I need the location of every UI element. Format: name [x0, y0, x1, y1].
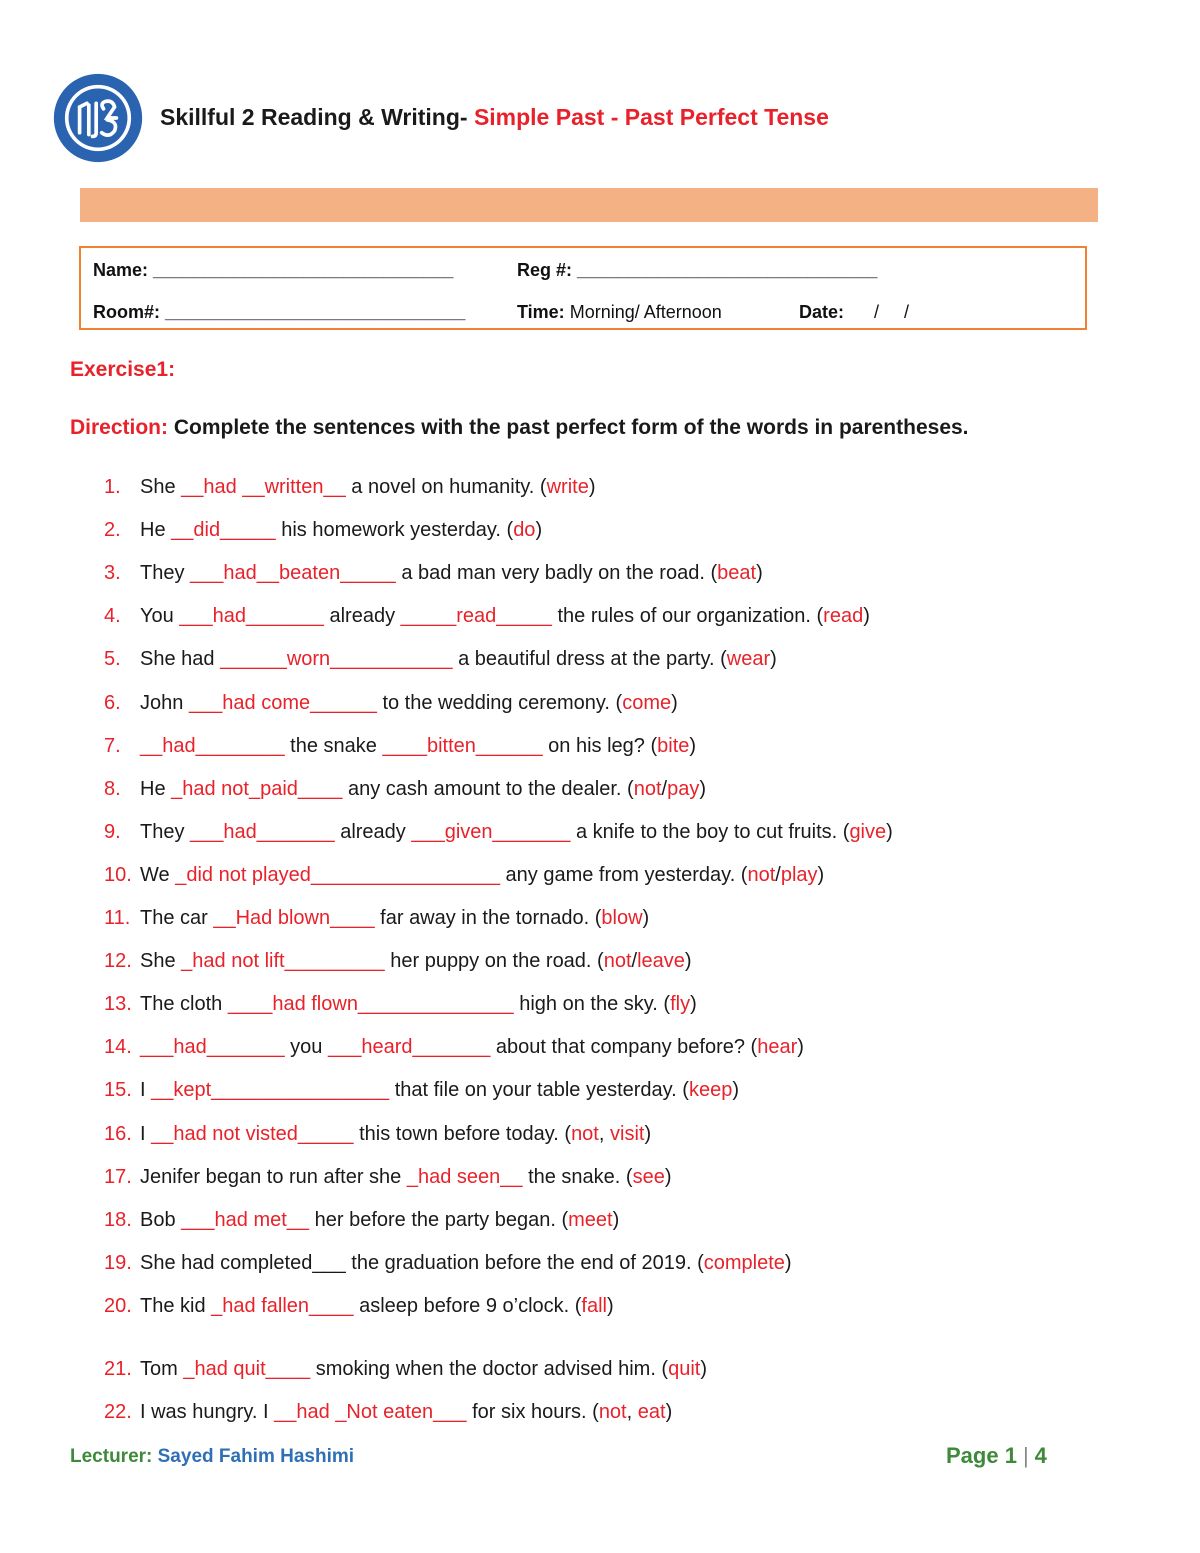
sentence-text: ) — [689, 734, 697, 757]
sentence-text: any cash amount to the dealer. ( — [342, 777, 634, 800]
exercise-item — [104, 1252, 792, 1275]
answer-blank[interactable]: ___had__beaten_____ — [190, 562, 396, 585]
verb-hint: fall — [581, 1294, 607, 1317]
item-number: 5. — [104, 648, 121, 671]
item-number: 4. — [104, 605, 121, 628]
verb-hint: read — [823, 605, 864, 628]
exercise-item — [104, 735, 696, 758]
exercise-item — [104, 1401, 672, 1424]
sentence-text: ) — [535, 519, 543, 542]
answer-blank[interactable]: __had________ — [140, 734, 285, 757]
item-number: 9. — [104, 820, 121, 843]
sentence-text: ) — [684, 950, 692, 973]
exercise-item — [104, 778, 706, 801]
verb-hint: play — [780, 863, 818, 886]
sentence-text: , — [598, 1122, 610, 1145]
answer-blank[interactable]: _had not lift_________ — [181, 950, 385, 973]
sentence-text: you — [284, 1036, 328, 1059]
sentence-text: the rules of our organization. ( — [551, 605, 824, 628]
answer-blank[interactable]: __had _Not eaten___ — [274, 1401, 467, 1423]
sentence-text: The kid — [140, 1294, 212, 1317]
answer-blank[interactable]: ___had_______ — [140, 1036, 285, 1059]
student-info-box — [79, 246, 1087, 330]
verb-hint: not — [571, 1122, 599, 1145]
verb-hint: eat — [637, 1401, 666, 1423]
exercise-item — [104, 1036, 804, 1059]
university-logo — [52, 72, 144, 164]
sentence-text: They — [140, 820, 191, 843]
sentence-text: already — [334, 820, 412, 843]
sentence-text: a beautiful dress at the party. ( — [452, 648, 727, 671]
sentence-text: She had completed___ the graduation before the end of 2019. ( — [140, 1251, 704, 1274]
sentence-text: on his leg? ( — [542, 734, 658, 757]
item-number: 17. — [104, 1165, 132, 1188]
sentence-text: ) — [770, 648, 777, 671]
sentence-text: She — [140, 476, 182, 498]
verb-hint: not — [633, 777, 662, 800]
sentence-text: the snake. ( — [522, 1165, 633, 1188]
date-field[interactable]: Date: / / — [799, 302, 910, 322]
sentence-text: her puppy on the road. ( — [384, 950, 604, 973]
header-band — [80, 188, 1098, 222]
exercise-item — [104, 562, 763, 585]
reg-field[interactable]: Reg #: ______________________________ — [517, 260, 878, 280]
verb-hint: do — [513, 519, 536, 542]
exercise-item — [104, 993, 697, 1016]
verb-hint: visit — [610, 1122, 645, 1145]
page-number: Page 1 | 4 — [946, 1443, 1047, 1468]
sentence-text: asleep before 9 o’clock. ( — [353, 1294, 582, 1317]
sentence-text: a knife to the boy to cut fruits. ( — [570, 820, 850, 843]
answer-blank[interactable]: ___had_______ — [179, 605, 324, 628]
item-number: 6. — [104, 691, 121, 714]
exercise-item — [104, 1358, 707, 1381]
sentence-text: a bad man very badly on the road. ( — [395, 562, 718, 585]
sentence-text: her before the party began. ( — [309, 1208, 569, 1231]
sentence-text: ) — [817, 863, 825, 886]
answer-blank[interactable]: __kept________________ — [151, 1079, 390, 1102]
sentence-text: ) — [700, 1358, 708, 1380]
sentence-text: ) — [671, 691, 678, 714]
sentence-text: ) — [644, 1122, 652, 1145]
time-field: Time: Morning/ Afternoon — [517, 302, 722, 322]
sentence-text: The cloth — [140, 993, 228, 1016]
answer-blank[interactable]: ____had flown______________ — [227, 993, 514, 1016]
sentence-text: ) — [664, 1165, 672, 1188]
sentence-text: He — [140, 777, 172, 800]
sentence-text: ) — [588, 476, 596, 498]
verb-hint: leave — [637, 950, 685, 973]
item-number: 15. — [104, 1079, 132, 1102]
answer-blank[interactable]: __had not visted_____ — [151, 1122, 354, 1145]
verb-hint: not — [603, 950, 632, 973]
verb-hint: fly — [670, 993, 691, 1016]
sentence-text: , — [626, 1401, 638, 1423]
exercise-item — [104, 605, 870, 628]
answer-blank[interactable]: _had not_paid____ — [171, 777, 343, 800]
sentence-text: She had — [140, 648, 221, 671]
answer-blank[interactable]: ______worn___________ — [220, 648, 453, 671]
item-number: 3. — [104, 562, 121, 585]
exercise-item — [104, 864, 824, 887]
sentence-text: smoking when the doctor advised him. ( — [310, 1358, 669, 1380]
sentence-text: John — [140, 691, 189, 714]
verb-hint: hear — [757, 1036, 798, 1059]
item-number: 14. — [104, 1036, 132, 1059]
direction-text: Direction: Complete the sentences with the past perfect form of the words in parentheses. — [70, 416, 969, 439]
sentence-text: already — [323, 605, 401, 628]
sentence-text: ) — [607, 1294, 614, 1317]
item-number: 20. — [104, 1294, 132, 1317]
item-number: 11. — [104, 907, 131, 929]
exercise-item — [104, 821, 893, 844]
answer-blank[interactable]: ____bitten______ — [382, 734, 543, 757]
sentence-text: ) — [756, 562, 763, 585]
sentence-text: I was hungry. I — [140, 1401, 275, 1423]
verb-hint: wear — [726, 648, 771, 671]
exercise-item — [104, 907, 649, 930]
sentence-text: the snake — [284, 734, 383, 757]
answer-blank[interactable]: ___given_______ — [411, 820, 571, 843]
sentence-text: ) — [612, 1208, 620, 1231]
page-title: Skillful 2 Reading & Writing- Simple Past - Past Perfect Tense — [160, 104, 829, 130]
verb-hint: write — [546, 476, 589, 498]
verb-hint: complete — [703, 1251, 785, 1274]
sentence-text: about that company before? ( — [490, 1036, 758, 1059]
verb-hint: meet — [568, 1208, 613, 1231]
sentence-text: a novel on humanity. ( — [345, 476, 547, 498]
name-field[interactable]: Name: ______________________________ — [93, 260, 454, 280]
sentence-text: / — [661, 777, 668, 800]
answer-blank[interactable]: _did not played_________________ — [175, 863, 500, 886]
answer-blank[interactable]: ___heard_______ — [327, 1036, 491, 1059]
exercise-item — [104, 1079, 739, 1102]
sentence-text: They — [140, 562, 191, 585]
exercise-item — [104, 1295, 614, 1318]
sentence-text: ) — [690, 993, 697, 1016]
verb-hint: quit — [668, 1358, 701, 1380]
sentence-text: I — [140, 1122, 152, 1145]
sentence-text: She — [140, 950, 182, 973]
sentence-text: ) — [732, 1079, 739, 1102]
answer-blank[interactable]: _had fallen____ — [211, 1294, 354, 1317]
exercise-item — [104, 1209, 619, 1232]
answer-blank[interactable]: _had quit____ — [183, 1358, 311, 1380]
sentence-text: this town before today. ( — [353, 1122, 572, 1145]
item-number: 12. — [104, 950, 132, 973]
verb-hint: give — [849, 820, 887, 843]
exercise-item — [104, 648, 777, 671]
exercise-item — [104, 476, 596, 499]
exercise-item — [104, 950, 692, 973]
sentence-text: / — [631, 950, 638, 973]
sentence-text: You — [140, 605, 180, 628]
answer-blank[interactable]: ___had_______ — [190, 820, 335, 843]
item-number: 16. — [104, 1122, 132, 1145]
sentence-text: He — [140, 519, 172, 542]
answer-blank[interactable]: ___had come______ — [188, 691, 377, 714]
room-field[interactable]: Room#: ______________________________ — [93, 302, 466, 322]
answer-blank[interactable]: __Had blown____ — [213, 907, 375, 929]
verb-hint: see — [632, 1165, 665, 1188]
sentence-text: Tom — [140, 1358, 184, 1380]
item-number: 10. — [104, 863, 132, 886]
verb-hint: not — [598, 1401, 627, 1423]
item-number: 2. — [104, 519, 121, 542]
answer-blank[interactable]: _had seen__ — [406, 1165, 523, 1188]
sentence-text: ) — [665, 1401, 673, 1423]
exercise-item — [104, 692, 678, 715]
answer-blank[interactable]: _____read_____ — [400, 605, 552, 628]
sentence-text: ) — [699, 777, 706, 800]
sentence-text: ) — [797, 1036, 804, 1059]
answer-blank[interactable]: __did_____ — [171, 519, 276, 542]
sentence-text: to the wedding ceremony. ( — [376, 691, 623, 714]
sentence-text: / — [775, 863, 781, 886]
exercise-item — [104, 1123, 651, 1146]
sentence-text: I — [140, 1079, 152, 1102]
sentence-text: We — [140, 863, 176, 886]
item-number: 1. — [104, 476, 121, 498]
verb-hint: beat — [717, 562, 757, 585]
sentence-text: Jenifer began to run after she — [140, 1165, 407, 1188]
item-number: 8. — [104, 777, 121, 800]
sentence-text: any game from yesterday. ( — [499, 863, 748, 886]
sentence-text: Bob — [140, 1208, 182, 1231]
item-number: 13. — [104, 993, 132, 1016]
verb-hint: keep — [688, 1079, 733, 1102]
verb-hint: not — [747, 863, 776, 886]
answer-blank[interactable]: ___had met__ — [181, 1208, 310, 1231]
exercise-title: Exercise1: — [70, 358, 176, 381]
sentence-text: ) — [886, 820, 893, 843]
item-number: 22. — [104, 1401, 132, 1423]
verb-hint: come — [622, 691, 672, 714]
verb-hint: bite — [657, 734, 690, 757]
sentence-text: ) — [863, 605, 870, 628]
exercise-item — [104, 519, 542, 542]
sentence-text: high on the sky. ( — [513, 993, 671, 1016]
footer-lecturer: Lecturer: Sayed Fahim Hashimi — [70, 1446, 355, 1467]
sentence-text: ) — [784, 1251, 792, 1274]
sentence-text: that file on your table yesterday. ( — [389, 1079, 689, 1102]
sentence-text: for six hours. ( — [466, 1401, 599, 1423]
item-number: 18. — [104, 1208, 132, 1231]
item-number: 19. — [104, 1251, 132, 1274]
exercise-item — [104, 1166, 672, 1189]
sentence-text: ) — [642, 907, 650, 929]
verb-hint: pay — [667, 777, 700, 800]
sentence-text: far away in the tornado. ( — [374, 907, 602, 929]
answer-blank[interactable]: __had __written__ — [181, 476, 346, 498]
item-number: 7. — [104, 734, 121, 757]
verb-hint: blow — [601, 907, 643, 929]
sentence-text: his homework yesterday. ( — [275, 519, 514, 542]
sentence-text: The car — [140, 907, 214, 929]
item-number: 21. — [104, 1358, 132, 1380]
